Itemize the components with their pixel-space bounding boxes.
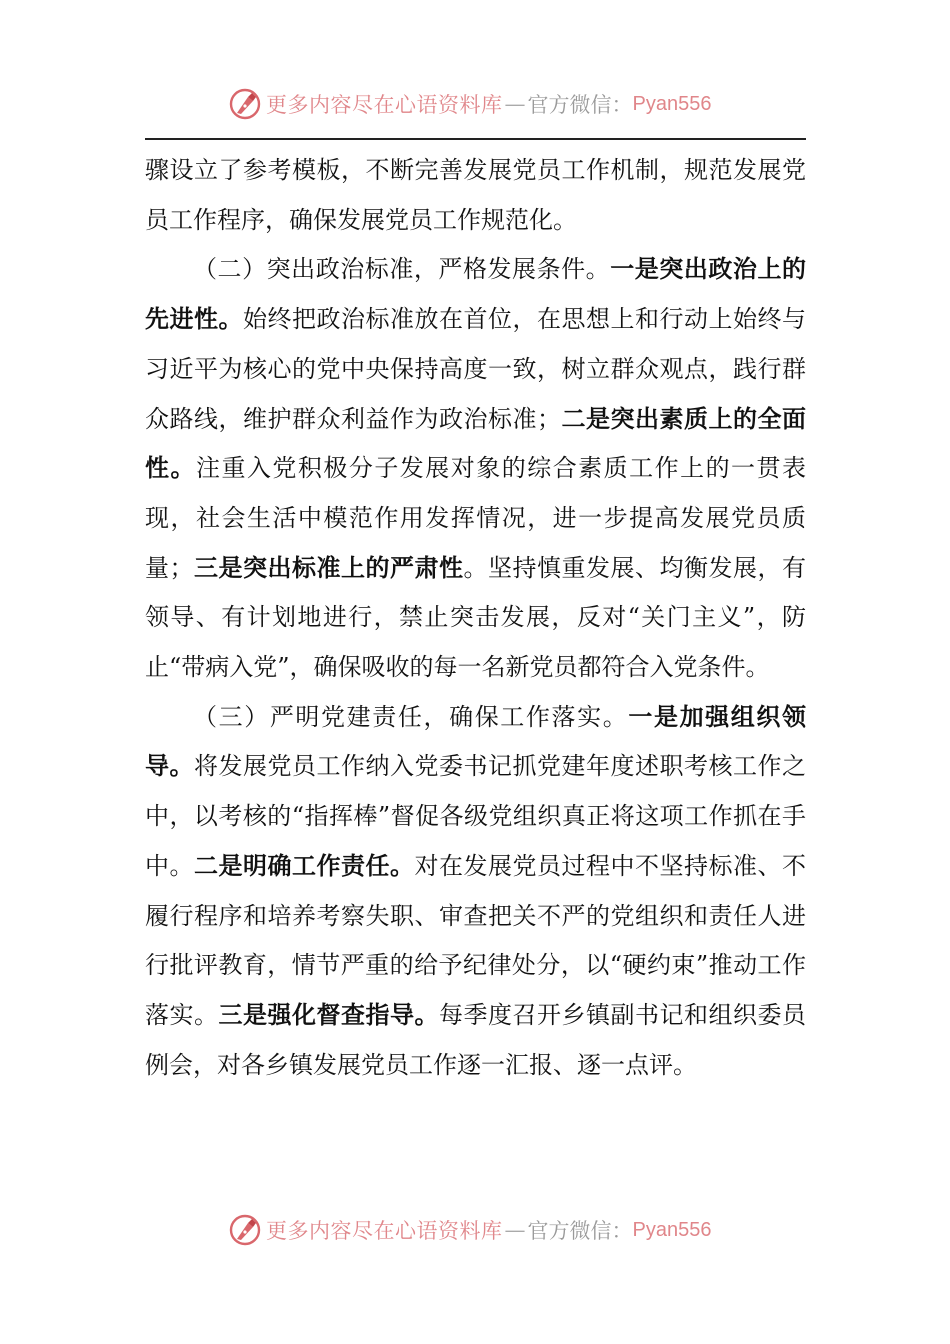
text-run: 注重入党积极分子发展对象的综合素质工作上的一贯表现，社会生活中模范作用发挥情况，进一步提高发展党员质量； [145, 454, 807, 582]
header-wechat-id: Pyan556 [632, 92, 712, 115]
bold-phrase: 一是突出政治上的先进性。 [145, 255, 807, 334]
text-run: （三）严明党建责任，确保工作落实。 [193, 702, 629, 731]
bold-phrase: 一是加强组织领导。 [145, 702, 807, 781]
text-run: 将发展党员工作纳入党委书记抓党建年度述职考核工作之中，以考核的“指挥棒”督促各级党组织真正将这项工作抓在手中。 [145, 752, 806, 880]
paragraph [145, 693, 806, 1091]
footer-banner [228, 1210, 711, 1250]
header-official-label: 官方微信： [527, 93, 633, 117]
text-run: （二）突出政治标准，严格发展条件。 [193, 255, 611, 284]
pen-nib-circle-icon [228, 87, 262, 121]
pen-nib-circle-icon [228, 1213, 262, 1247]
header-dash: — [504, 92, 526, 116]
text-run: 对在发展党员过程中不坚持标准、不履行程序和培养考察失职、审查把关不严的党组织和责任人进行批评教育，情节严重的给予纪律处分，以“硬约束”推动工作落实。 [145, 851, 806, 1029]
text-run: 骤设立了参考模板，不断完善发展党员工作机制，规范发展党员工作程序，确保发展党员工作规范化。 [145, 156, 806, 234]
bold-phrase: 二是突出素质上的全面性。 [145, 404, 806, 483]
footer-official-label: 官方微信： [527, 1219, 633, 1243]
footer-dash: — [504, 1218, 526, 1242]
footer-wechat-id: Pyan556 [632, 1218, 712, 1241]
header-divider [145, 138, 806, 140]
header-banner [228, 84, 711, 124]
body-text [145, 146, 806, 1090]
header-site-text: 更多内容尽在心语资料库 [266, 93, 503, 117]
text-run: 。坚持慎重发展、均衡发展，有领导、有计划地进行，禁止突击发展，反对“关门主义”，防止“带病入党”，确保吸收的每一名新党员都符合入党条件。 [145, 553, 806, 682]
footer-site-text: 更多内容尽在心语资料库 [266, 1219, 503, 1243]
bold-phrase: 二是明确工作责任。 [194, 851, 415, 880]
text-run: 每季度召开乡镇副书记和组织委员例会，对各乡镇发展党员工作逐一汇报、逐一点评。 [145, 1000, 806, 1079]
text-run: 始终把政治标准放在首位，在思想上和行动上始终与习近平为核心的党中央保持高度一致，树立群众观点，践行群众路线，维护群众利益作为政治标准； [145, 305, 806, 433]
bold-phrase: 三是突出标准上的严肃性 [193, 553, 464, 582]
paragraph [145, 245, 806, 692]
paragraph [145, 146, 806, 245]
bold-phrase: 三是强化督查指导。 [218, 1000, 439, 1029]
